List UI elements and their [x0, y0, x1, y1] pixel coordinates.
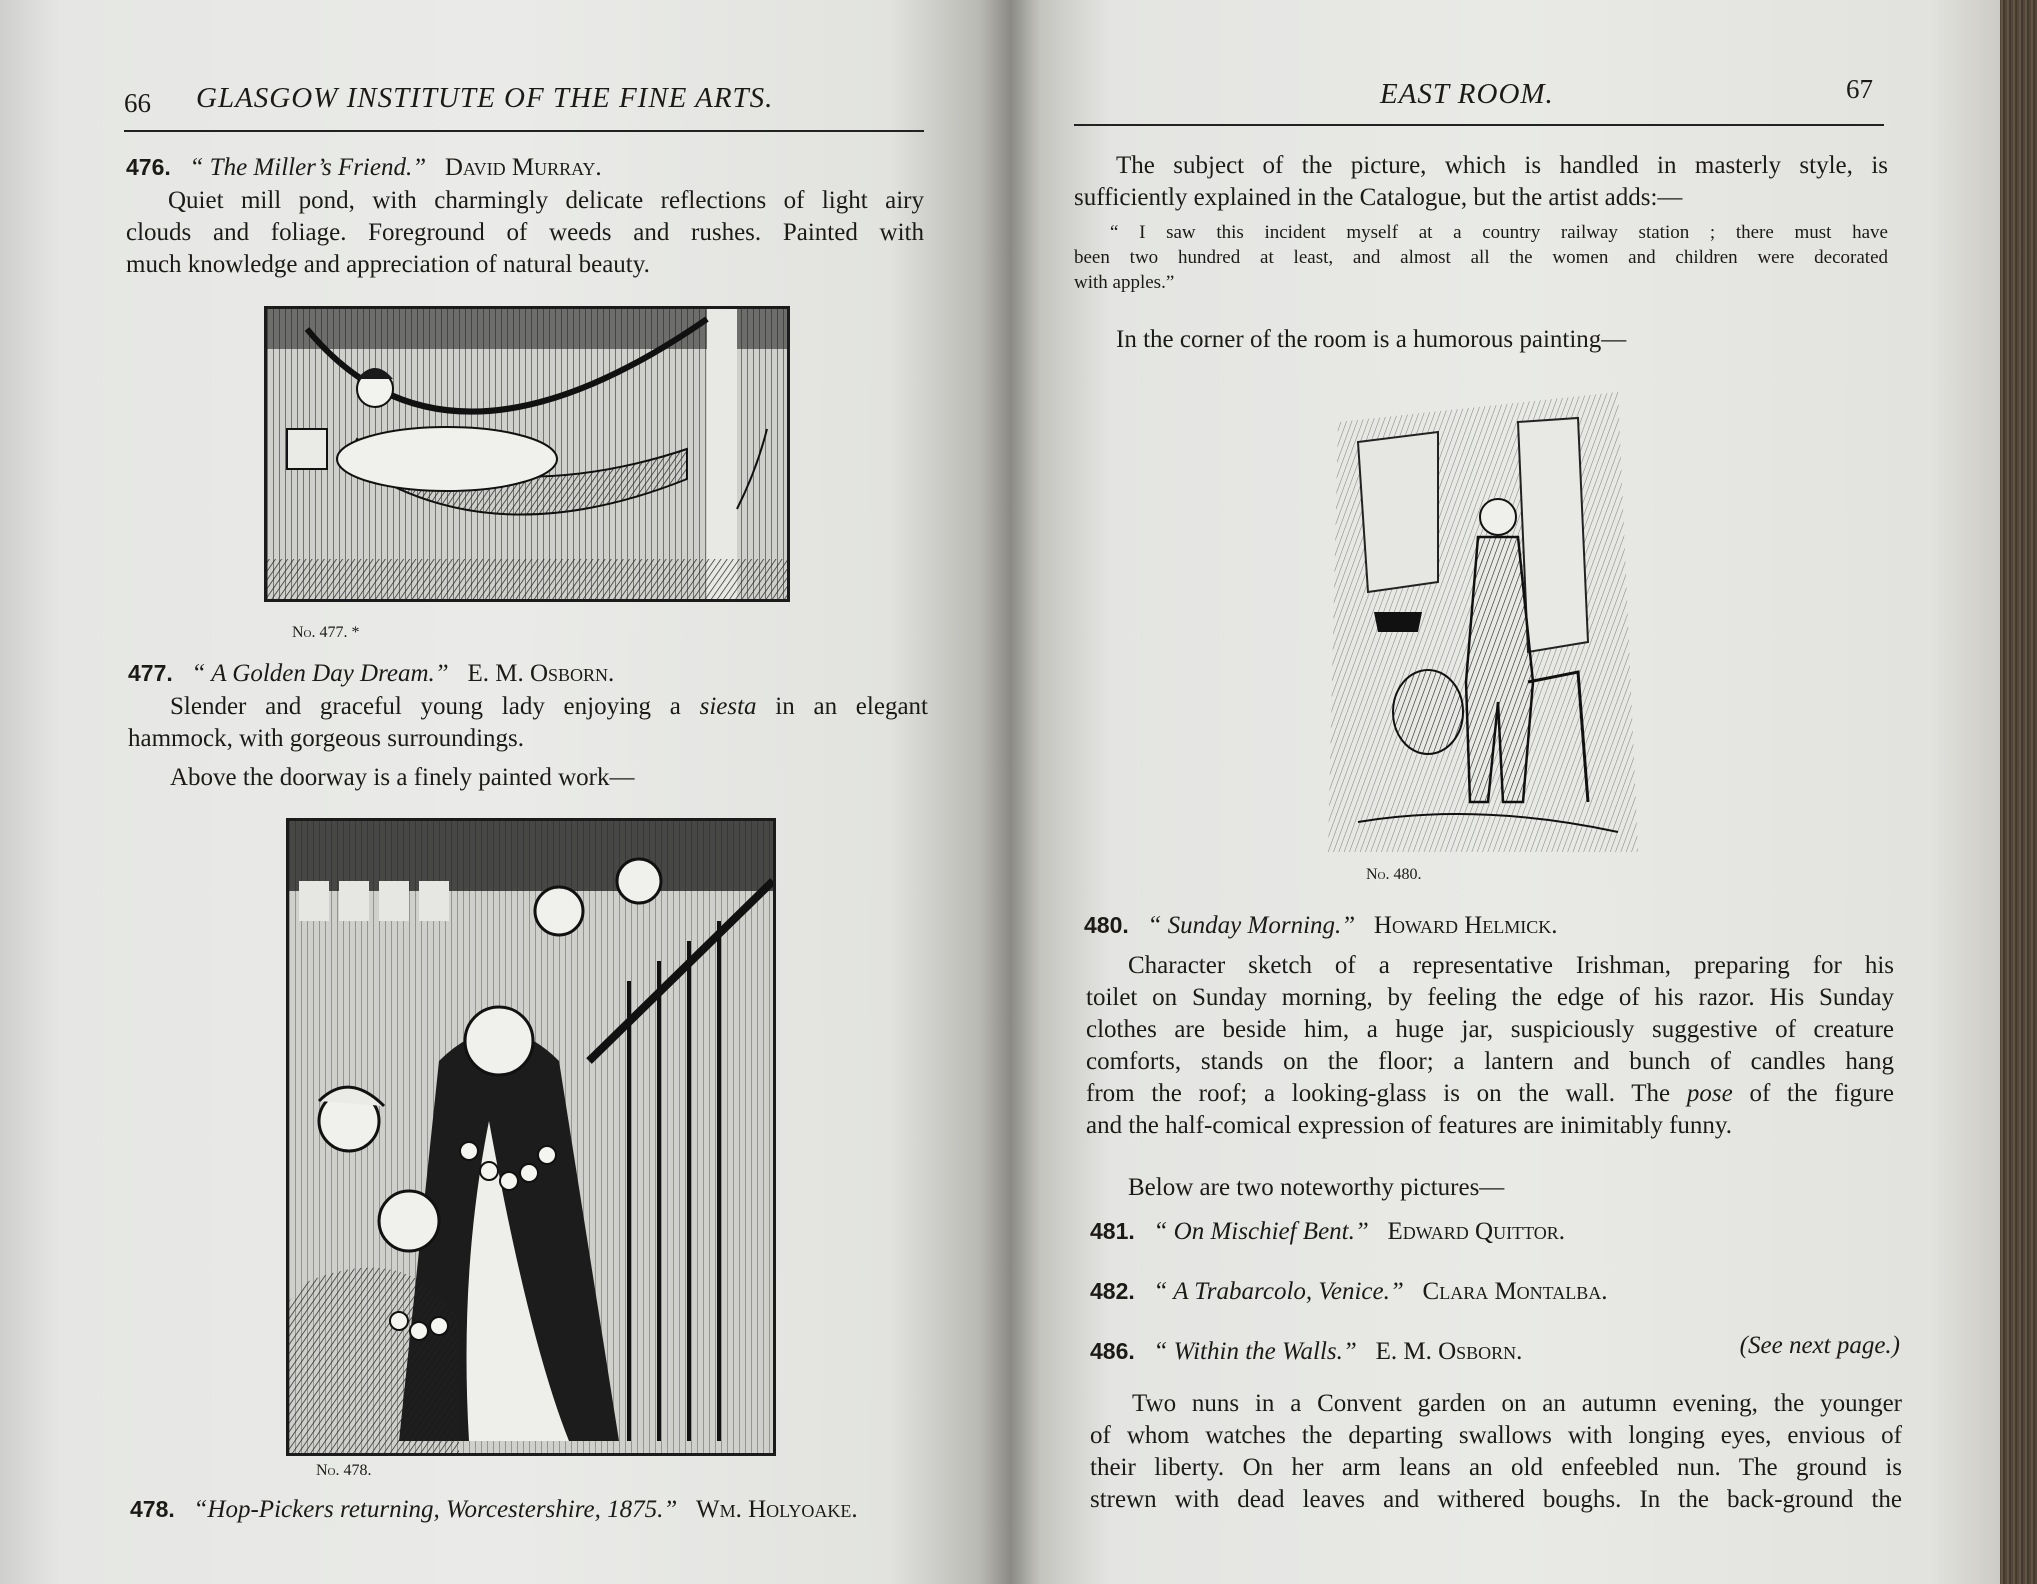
entry-480-description — [1086, 950, 1894, 1142]
entry-477-line-2: hammock, with gorgeous surroundings. — [128, 725, 525, 752]
right-transition-text-1: In the corner of the room is a humorous painting— — [1116, 326, 1627, 353]
left-page-number: 66 — [124, 88, 151, 118]
entry-477-title: “ A Golden Day Dream.” — [191, 660, 449, 687]
entry-476-title: “ The Miller’s Friend.” — [189, 154, 427, 181]
entry-477-artist: E. M. Osborn. — [467, 660, 615, 687]
entry-486-number: 486. — [1090, 1338, 1135, 1364]
illustration-478-hop-pickers — [286, 818, 776, 1456]
entry-481-number: 481. — [1090, 1218, 1135, 1244]
right-intro-line-2: sufficiently explained in the Catalogue, but the artist adds:— — [1074, 184, 1683, 211]
entry-481-artist: Edward Quittor. — [1387, 1218, 1566, 1245]
right-intro-line-1: The subject of the picture, which is handled in masterly style, is — [1116, 152, 1888, 179]
entry-477-number: 477. — [128, 660, 173, 686]
entry-486-line-1: Two nuns in a Convent garden on an autumn evening, the younger — [1132, 1390, 1902, 1417]
left-header-rule — [124, 130, 924, 132]
illustration-480-sunday-morning — [1318, 382, 1648, 862]
right-header-rule — [1074, 124, 1884, 126]
entry-486-heading — [1090, 1332, 1900, 1366]
entry-482-title: “ A Trabarcolo, Venice.” — [1153, 1278, 1404, 1305]
entry-486-title: “ Within the Walls.” — [1153, 1338, 1357, 1365]
entry-482-artist: Clara Montalba. — [1422, 1278, 1608, 1305]
entry-476-line-3: much knowledge and appreciation of natural beauty. — [126, 251, 650, 278]
entry-486-line-2: of whom watches the departing swallows with longing eyes, envious of — [1090, 1422, 1902, 1449]
artist-quote-line-3: with apples.” — [1074, 272, 1175, 293]
caption-478: No. 478. — [316, 1462, 372, 1479]
right-page-number: 67 — [1846, 74, 1873, 104]
entry-476-heading — [126, 154, 602, 182]
entry-478-heading — [130, 1496, 858, 1524]
caption-480: No. 480. — [1366, 866, 1422, 883]
entry-480-line-3: clothes are beside him, a huge jar, suspiciously suggestive of creature — [1086, 1016, 1894, 1043]
entry-476-line-2: clouds and foliage. Foreground of weeds and rushes. Painted with — [126, 219, 924, 246]
entry-477-description — [128, 691, 928, 755]
entry-486-note: (See next page.) — [1739, 1332, 1900, 1359]
entry-476-number: 476. — [126, 154, 171, 180]
left-transition-text: Above the doorway is a finely painted work— — [170, 764, 635, 791]
entry-480-line-1: Character sketch of a representative Irishman, preparing for his — [1128, 952, 1894, 979]
entry-480-heading — [1084, 912, 1558, 940]
right-intro-paragraph — [1074, 150, 1888, 214]
entry-478-number: 478. — [130, 1496, 175, 1522]
artist-quote — [1074, 220, 1888, 295]
entry-476-artist: David Murray. — [444, 154, 602, 181]
entry-481-heading — [1090, 1218, 1565, 1246]
caption-477: No. 477. * — [292, 624, 360, 641]
entry-482-number: 482. — [1090, 1278, 1135, 1304]
right-page — [1010, 0, 2010, 1584]
artist-quote-line-1: “ I saw this incident myself at a country railway station ; there must have — [1110, 222, 1888, 243]
entry-481-title: “ On Mischief Bent.” — [1153, 1218, 1369, 1245]
left-page — [0, 0, 1010, 1584]
entry-476-line-1: Quiet mill pond, with charmingly delicate reflections of light airy — [168, 187, 924, 214]
entry-486-artist: E. M. Osborn. — [1375, 1338, 1523, 1365]
book-page-edges — [2000, 0, 2037, 1584]
entry-480-number: 480. — [1084, 912, 1129, 938]
illustration-477-hammock — [264, 306, 790, 602]
left-running-header: GLASGOW INSTITUTE OF THE FINE ARTS. — [196, 82, 774, 114]
entry-478-artist: Wm. Holyoake. — [696, 1496, 858, 1523]
entry-480-title: “ Sunday Morning.” — [1147, 912, 1356, 939]
entry-480-line-6: and the half-comical expression of features are inimitably funny. — [1086, 1112, 1733, 1139]
entry-480-artist: Howard Helmick. — [1373, 912, 1558, 939]
entry-486-line-4: strewn with dead leaves and withered boughs. In the back-ground the — [1090, 1486, 1902, 1513]
entry-480-line-5: from the roof; a looking-glass is on the wall. The pose of the figure — [1086, 1080, 1895, 1107]
entry-477-line-1: Slender and graceful young lady enjoying a siesta in an elegant — [170, 693, 928, 720]
entry-478-title: “Hop-Pickers returning, Worcestershire, 1875.” — [193, 1496, 678, 1523]
right-running-header: EAST ROOM. — [1380, 78, 1554, 110]
entry-480-line-4: comforts, stands on the floor; a lantern and bunch of candles hang — [1086, 1048, 1894, 1075]
entry-480-line-2: toilet on Sunday morning, by feeling the edge of his razor. His Sunday — [1086, 984, 1894, 1011]
entry-482-heading — [1090, 1278, 1608, 1306]
artist-quote-line-2: been two hundred at least, and almost all the women and children were decorated — [1074, 247, 1888, 268]
entry-486-description — [1090, 1388, 1902, 1516]
entry-486-line-3: their liberty. On her arm leans an old enfeebled nun. The ground is — [1090, 1454, 1902, 1481]
entry-476-description — [126, 185, 924, 281]
right-transition-text-2: Below are two noteworthy pictures— — [1128, 1174, 1505, 1201]
entry-477-heading — [128, 660, 614, 688]
